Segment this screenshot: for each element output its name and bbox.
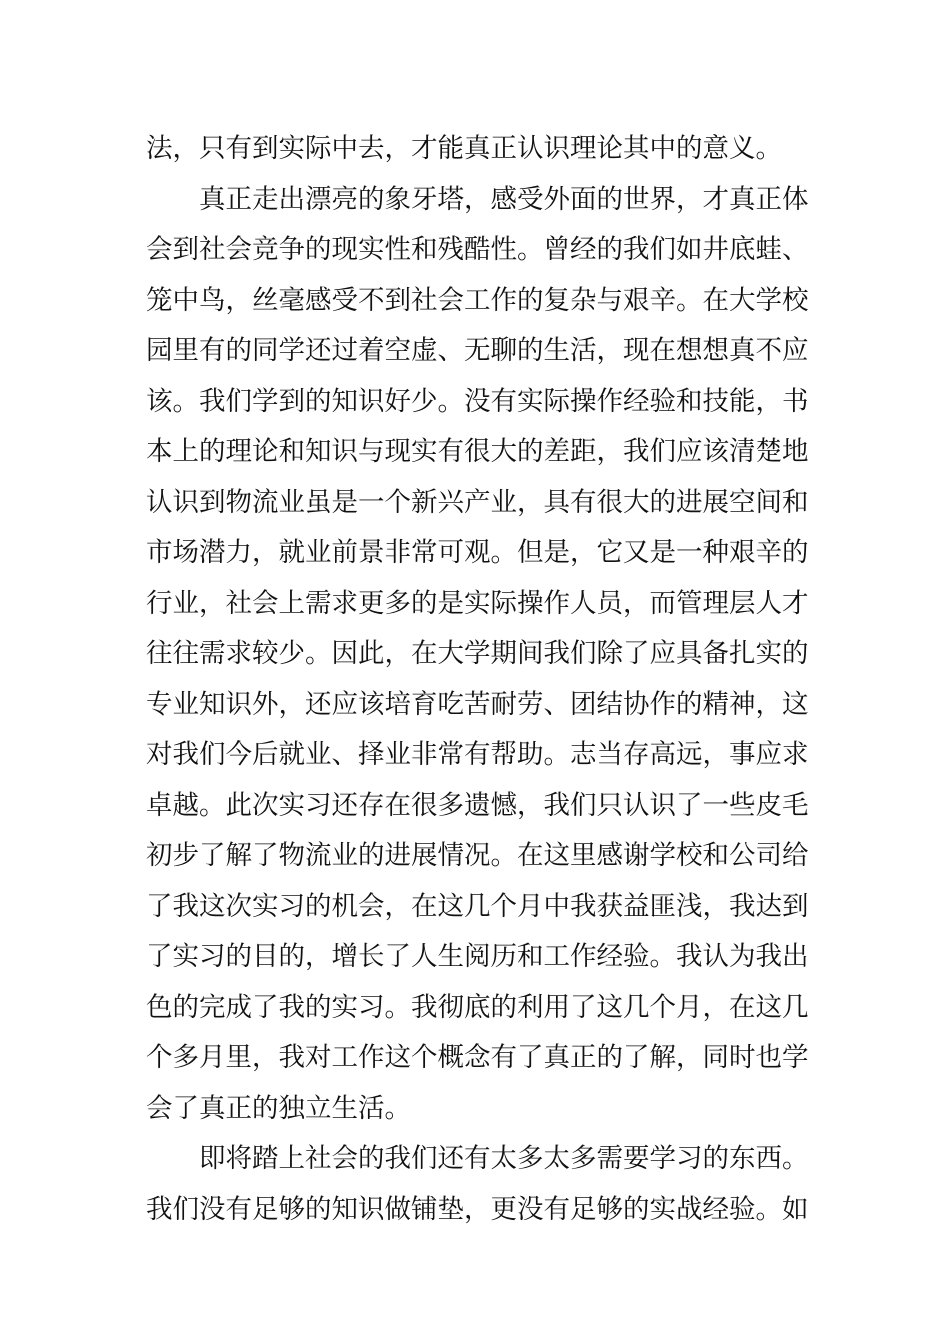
- text-line: 会了真正的独立生活。: [146, 1092, 411, 1124]
- text-line: 园里有的同学还过着空虚、无聊的生活，现在想想真不应: [146, 335, 809, 366]
- text-line: 了实习的目的，增长了人生阅历和工作经验。我认为我出: [146, 941, 809, 972]
- text-line: 真正走出漂亮的象牙塔，感受外面的世界，才真正体: [199, 183, 809, 215]
- text-line: 该。我们学到的知识好少。没有实际操作经验和技能，书: [146, 385, 809, 417]
- text-line: 法，只有到实际中去，才能真正认识理论其中的意义。: [146, 133, 782, 164]
- text-line: 往往需求较少。因此，在大学期间我们除了应具备扎实的: [146, 638, 809, 669]
- body-text: [146, 124, 816, 1235]
- text-line: 行业，社会上需求更多的是实际操作人员，而管理层人才: [146, 587, 809, 619]
- text-line: 会到社会竞争的现实性和残酷性。曾经的我们如井底蛙、: [146, 234, 809, 265]
- text-line: 卓越。此次实习还存在很多遗憾，我们只认识了一些皮毛: [146, 789, 809, 821]
- text-line: 初步了解了物流业的进展情况。在这里感谢学校和公司给: [146, 840, 809, 871]
- text-line: 我们没有足够的知识做铺垫，更没有足够的实战经验。如: [146, 1193, 809, 1225]
- text-line: 即将踏上社会的我们还有太多太多需要学习的东西。: [199, 1143, 809, 1174]
- text-line: 对我们今后就业、择业非常有帮助。志当存高远，事应求: [146, 739, 809, 770]
- text-line: 市场潜力，就业前景非常可观。但是，它又是一种艰辛的: [146, 537, 809, 568]
- text-line: 专业知识外，还应该培育吃苦耐劳、团结协作的精神，这: [146, 688, 809, 720]
- text-line: 色的完成了我的实习。我彻底的利用了这几个月，在这几: [146, 991, 809, 1023]
- text-line: 个多月里，我对工作这个概念有了真正的了解，同时也学: [146, 1042, 809, 1073]
- text-line: 笼中鸟，丝毫感受不到社会工作的复杂与艰辛。在大学校: [146, 284, 809, 316]
- text-line: 本上的理论和知识与现实有很大的差距，我们应该清楚地: [146, 436, 809, 467]
- text-line: 认识到物流业虽是一个新兴产业，具有很大的进展空间和: [146, 486, 809, 518]
- text-line: 了我这次实习的机会，在这几个月中我获益匪浅，我达到: [146, 890, 809, 922]
